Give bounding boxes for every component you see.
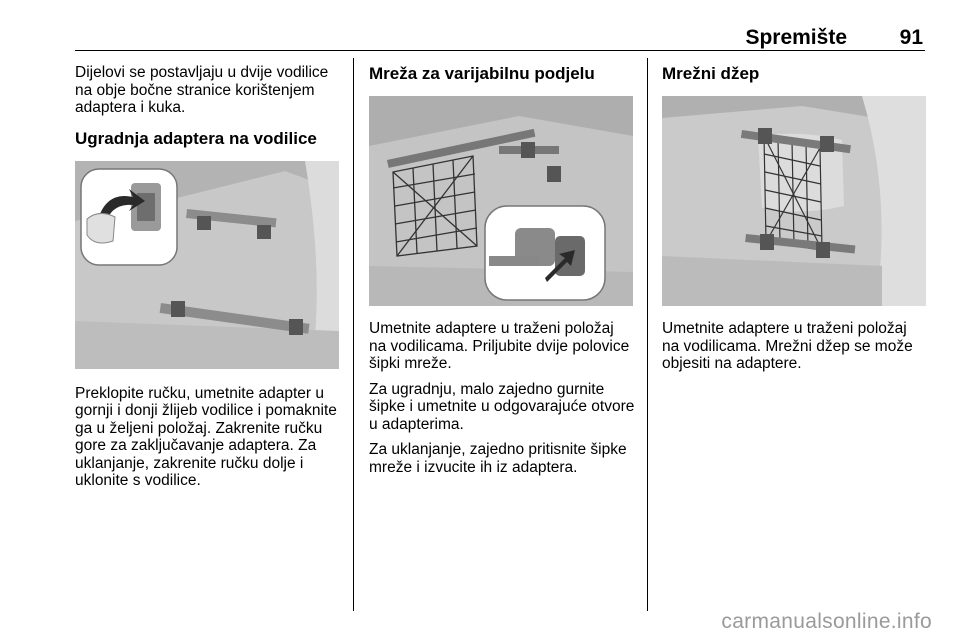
column-1 <box>75 64 341 498</box>
section-heading-adapter: Ugradnja adaptera na vodilice <box>75 128 317 148</box>
net-paragraph-3: Za uklanjanje, zajedno pritisnite šipke mreže i izvucite ih iz adaptera. <box>369 441 627 476</box>
column-divider-1 <box>353 58 354 611</box>
column-3 <box>662 64 926 381</box>
adapter-installation-illustration <box>75 161 339 369</box>
column-divider-2 <box>647 58 648 611</box>
page-title: Spremište <box>745 26 847 49</box>
header-rule <box>75 50 925 51</box>
adapter-instructions: Preklopite ručku, umetnite adapter u gornji i donji žlijeb vodilice i pomaknite ga u željeni položaj. Zakrenite ručku gore za zaključavanje adaptera. Za uklanjanje, zakrenite ručku dolje i uklonite s vodilice. <box>75 384 337 489</box>
section-heading-pocket: Mrežni džep <box>662 64 760 83</box>
page-number: 91 <box>899 26 923 49</box>
watermark: carmanualsonline.info <box>721 610 932 633</box>
page-header <box>75 22 925 50</box>
net-divider-illustration <box>369 96 633 306</box>
net-pocket-illustration <box>662 96 926 306</box>
net-paragraph-1: Umetnite adaptere u traženi položaj na vodilicama. Priljubite dvije polovice šipki mreže. <box>369 320 630 372</box>
intro-paragraph: Dijelovi se postavljaju u dvije vodilice na obje bočne stranice korištenjem adaptera i kuka. <box>75 64 329 116</box>
column-2 <box>369 64 635 484</box>
pocket-paragraph: Umetnite adaptere u traženi položaj na vodilicama. Mrežni džep se može objesiti na adaptere. <box>662 320 913 372</box>
section-heading-net: Mreža za varijabilnu podjelu <box>369 64 595 83</box>
net-paragraph-2: Za ugradnju, malo zajedno gurnite šipke i umetnite u odgovarajuće otvore u adapterima. <box>369 380 635 433</box>
